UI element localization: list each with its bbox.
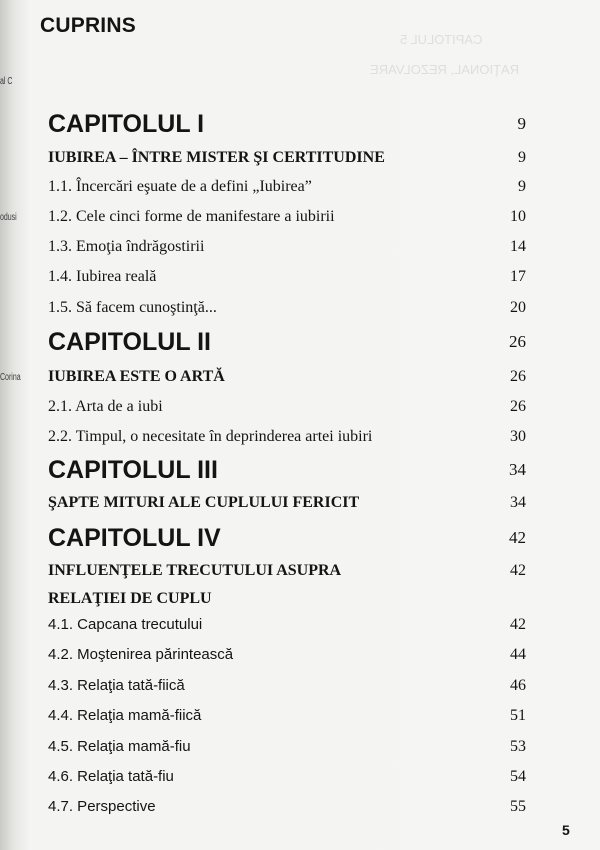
chapter-heading-title: CAPITOLUL IV — [48, 524, 221, 552]
chapter-heading-row — [48, 109, 526, 139]
page-ref: 17 — [510, 268, 526, 285]
toc-entry-title: 1.2. Cele cinci forme de manifestare a iubirii — [48, 208, 335, 225]
section-heading-title: ŞAPTE MITURI ALE CUPLULUI FERICIT — [48, 494, 360, 511]
page-ref: 34 — [509, 460, 526, 479]
page-ref: 44 — [510, 646, 526, 663]
section-heading-continuation — [48, 588, 526, 610]
toc-entry-title: 2.1. Arta de a iubi — [48, 398, 163, 415]
toc-entry-row — [48, 766, 526, 788]
toc-entry-row — [48, 297, 526, 319]
toc-entry-title: 1.3. Emoţia îndrăgostirii — [48, 238, 205, 255]
page-ref: 30 — [510, 428, 526, 445]
chapter-heading-row — [48, 523, 526, 553]
toc-entry-title: 4.4. Relaţia mamă-fiică — [48, 707, 202, 724]
chapter-heading-title: CAPITOLUL II — [48, 328, 211, 356]
page-title: CUPRINS — [40, 14, 136, 37]
page-ref: 55 — [510, 798, 526, 815]
toc-entry-title: 4.1. Capcana trecutului — [48, 616, 203, 633]
page-ref: 10 — [510, 208, 526, 225]
toc-entry-row — [48, 705, 526, 727]
section-heading-title: RELAŢIEI DE CUPLU — [48, 590, 212, 607]
toc-entry-title: 4.5. Relaţia mamă-fiu — [48, 738, 191, 755]
page-ref: 9 — [518, 178, 526, 195]
section-heading-title: IUBIREA ESTE O ARTĂ — [48, 368, 225, 385]
page-number: 5 — [562, 822, 570, 838]
toc-entry-row — [48, 675, 526, 697]
show-through-text: RAŢIONAL, REZOLVARE — [370, 62, 520, 77]
toc-entry-row — [48, 266, 526, 288]
page-ref: 42 — [510, 616, 526, 633]
page-ref: 9 — [518, 149, 526, 166]
gutter-text-fragment: al C — [0, 76, 13, 87]
section-heading-row — [48, 560, 526, 582]
chapter-heading-title: CAPITOLUL III — [48, 456, 218, 484]
toc-entry-title: 4.2. Moştenirea părintească — [48, 646, 234, 663]
page-ref: 54 — [510, 768, 526, 785]
toc-entry-row — [48, 614, 526, 636]
gutter-text-fragment: Corina — [0, 372, 21, 383]
page-ref: 46 — [510, 677, 526, 694]
toc-entry-row — [48, 796, 526, 818]
page-ref: 20 — [510, 299, 526, 316]
page-ref: 53 — [510, 738, 526, 755]
toc-entry-title: 4.7. Perspective — [48, 798, 156, 815]
toc-entry-row — [48, 176, 526, 198]
toc-entry-title: 1.4. Iubirea reală — [48, 268, 157, 285]
page-ref: 34 — [510, 494, 526, 511]
gutter-text-fragment: odusi — [0, 212, 17, 223]
toc-entry-title: 2.2. Timpul, o necesitate în deprinderea artei iubiri — [48, 428, 373, 445]
toc-entry-row — [48, 644, 526, 666]
page-ref: 9 — [517, 114, 526, 133]
chapter-heading-row — [48, 327, 526, 357]
section-heading-row — [48, 366, 526, 388]
page-ref: 26 — [510, 398, 526, 415]
toc-entry-title: 1.5. Să facem cunoştinţă... — [48, 299, 217, 316]
toc-entry-row — [48, 736, 526, 758]
page-ref: 42 — [509, 528, 526, 547]
section-heading-title: INFLUENŢELE TRECUTULUI ASUPRA — [48, 562, 342, 579]
toc-entry-title: 4.6. Relaţia tată-fiu — [48, 768, 174, 785]
page-ref: 42 — [510, 562, 526, 579]
toc-entry-row — [48, 426, 526, 448]
chapter-heading-title: CAPITOLUL I — [48, 110, 205, 138]
toc-entry-row — [48, 236, 526, 258]
toc-entry-title: 4.3. Relaţia tată-fiică — [48, 677, 185, 694]
toc-entry-row — [48, 206, 526, 228]
show-through-text: CAPITOLUL 5 — [400, 32, 483, 47]
section-heading-row — [48, 492, 526, 514]
chapter-heading-row — [48, 455, 526, 485]
section-heading-title: IUBIREA – ÎNTRE MISTER ŞI CERTITUDINE — [48, 149, 385, 166]
page-ref: 26 — [510, 368, 526, 385]
page-ref: 26 — [509, 332, 526, 351]
section-heading-row — [48, 147, 526, 169]
toc-entry-row — [48, 396, 526, 418]
page-ref: 51 — [510, 707, 526, 724]
toc-entry-title: 1.1. Încercări eşuate de a defini „Iubirea” — [48, 178, 312, 195]
page-ref: 14 — [510, 238, 526, 255]
